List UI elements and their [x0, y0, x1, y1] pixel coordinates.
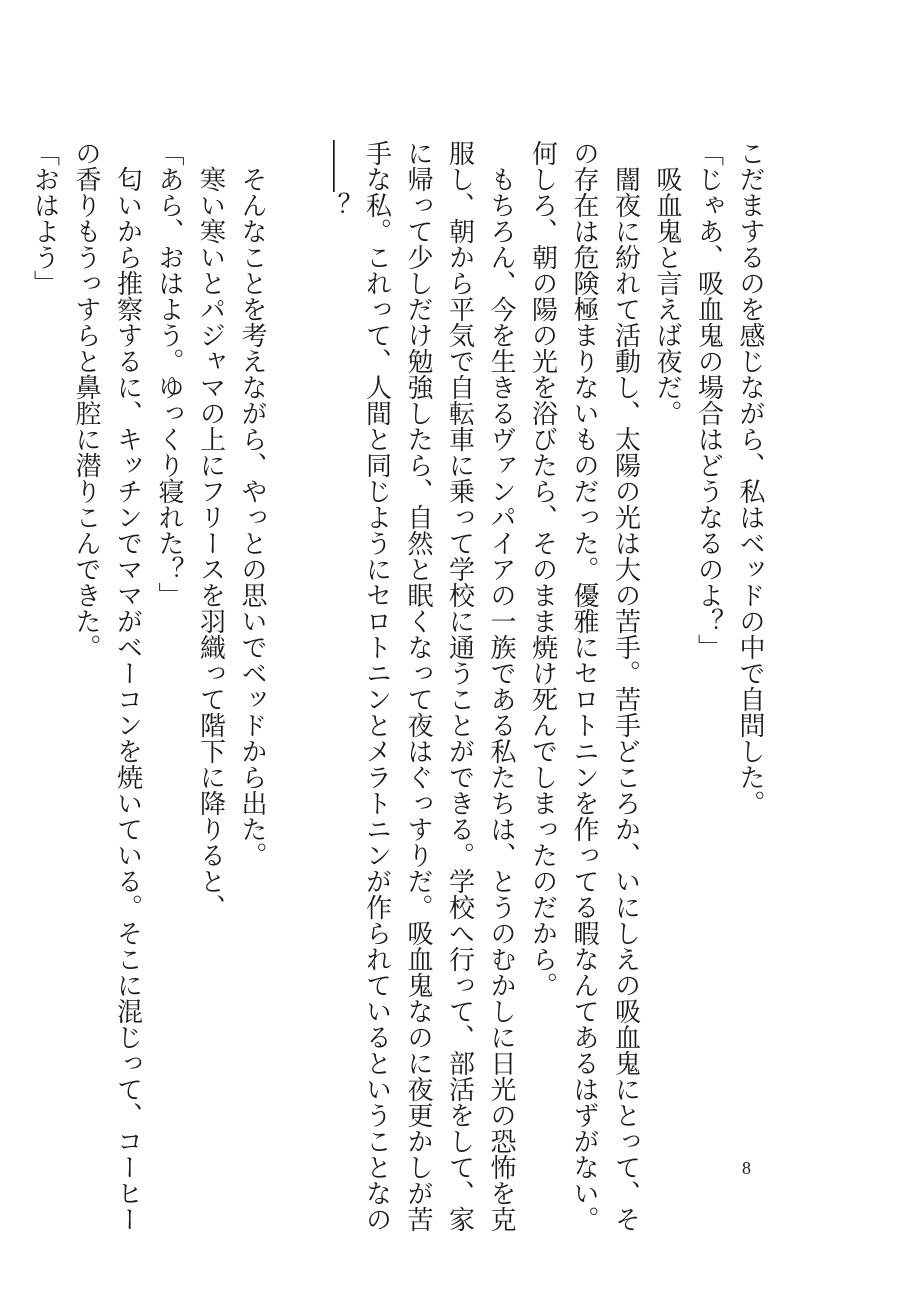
text-line: こだまするのを感じながら、私はベッドの中で自問した。	[735, 140, 765, 816]
text-line: 匂いから推察するに、キッチンでママがベーコンを焼いている。そこに混じって、コーヒー	[112, 140, 143, 1232]
text-line: の存在は危険極まりないものだった。優雅にセロトニンを作ってる暇なんてあるはずがない。	[569, 140, 599, 1232]
text-line: に帰って少しだけ勉強したら、自然と眠くなって夜はぐっすりだ。吸血鬼なのに夜更かしが苦	[403, 140, 433, 1232]
text-line: もちろん、今を生きるヴァンパイアの一族である私たちは、とうのむかしに日光の恐怖を克	[486, 140, 516, 1232]
text-line: 「おはよう」	[29, 140, 60, 296]
text-line: ――？	[320, 140, 350, 218]
text-line: 吸血鬼と言えば夜だ。	[652, 140, 682, 426]
text-line: 「あら、おはよう。ゆっくり寝れた？」	[154, 140, 184, 608]
text-line: 手な私。これって、人間と同じようにセロトニンとメラトニンが作られているということなの	[361, 140, 392, 1232]
page-number: 8	[742, 1158, 751, 1178]
text-line: そんなことを考えながら、やっとの思いでベッドから出た。	[237, 140, 267, 868]
blank-line	[272, 140, 314, 1150]
vertical-text-body	[23, 140, 770, 1232]
text-line: 闇夜に紛れて活動し、太陽の光は大の苦手。苦手どころか、いにしえの吸血鬼にとって、そ	[610, 140, 641, 1232]
text-line: の香りもうっすらと鼻腔に潜りこんできた。	[71, 140, 101, 660]
text-line: 「じゃあ、吸血鬼の場合はどうなるのよ？」	[693, 140, 724, 660]
text-line: 何しろ、朝の陽の光を浴びたら、そのまま焼け死んでしまったのだから。	[527, 140, 558, 998]
text-line: 服し、朝から平気で自転車に乗って学校に通うことができる。学校へ行って、部活をして、家	[444, 140, 475, 1232]
text-line: 寒い寒いとパジャマの上にフリースを羽織って階下に降りると、	[195, 140, 226, 920]
